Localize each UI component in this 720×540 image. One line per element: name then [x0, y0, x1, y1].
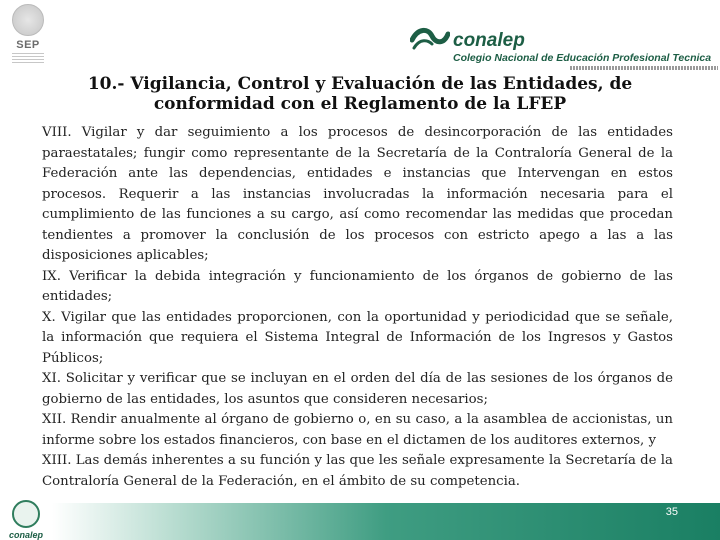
- slide-title-line-1: 10.- Vigilancia, Control y Evaluación de las Entidades, de: [87, 74, 633, 94]
- paragraph-xii: XII. Rendir anualmente al órgano de gobierno o, en su caso, a la asamblea de accionistas, un informe sobre los estados financieros, con base en el dictamen de los auditores externos, y: [42, 412, 673, 448]
- conalep-full-name: Colegio Nacional de Educación Profesional Tecnica: [453, 52, 712, 64]
- conalep-wordmark: conalep: [453, 30, 525, 51]
- sep-logo-label: SEP: [16, 39, 40, 51]
- paragraph-x: X. Vigilar que las entidades proporcionen, con la oportunidad y periodicidad que se señale, la información que requiera el Sistema Integral de Información de los Ingresos y Gastos Públicos;: [42, 309, 673, 366]
- conalep-mark-icon: [410, 26, 450, 52]
- conalep-header-logo: [410, 26, 718, 76]
- conalep-badge-label: conalep: [8, 530, 43, 540]
- footer-bar: [52, 503, 720, 540]
- slide-body: [42, 123, 673, 492]
- paragraph-ix: IX. Verificar la debida integración y funcionamiento de los órganos de gobierno de las entidades;: [42, 268, 673, 304]
- paragraph-viii: VIII. Vigilar y dar seguimiento a los procesos de desincorporación de las entidades paraestatales; fungir como representante de la Secretaría de la Contraloría General de la Federación ante las dependencias, entidades e instancias que Intervengan en estos procesos. Requerir a las instancias involucradas la información necesaria para el cumplimiento de las funciones a su cargo, así como recomendar las medidas que procedan tendientes a promover la conclusión de los procesos con estricto apego a las a las disposiciones aplicables;: [42, 125, 673, 263]
- sep-seal-icon: [12, 4, 44, 36]
- conalep-tagline: [570, 66, 718, 70]
- paragraph-xiii: XIII. Las demás inherentes a su función y las que les señale expresamente la Secretaría de la Contraloría General de la Federación, en el ámbito de su competencia.: [42, 453, 673, 489]
- conalep-badge-logo: [2, 500, 50, 540]
- conalep-badge-icon: [12, 500, 40, 528]
- slide-title: [80, 74, 640, 114]
- sep-logo-subtext: [12, 53, 44, 63]
- page-number: 35: [665, 506, 678, 518]
- sep-logo: [4, 4, 52, 74]
- paragraph-xi: XI. Solicitar y verificar que se incluyan en el orden del día de las sesiones de los órganos de gobierno de las entidades, los asuntos que consideren necesarios;: [42, 371, 673, 407]
- slide-title-line-2: conformidad con el Reglamento de la LFEP: [153, 94, 567, 114]
